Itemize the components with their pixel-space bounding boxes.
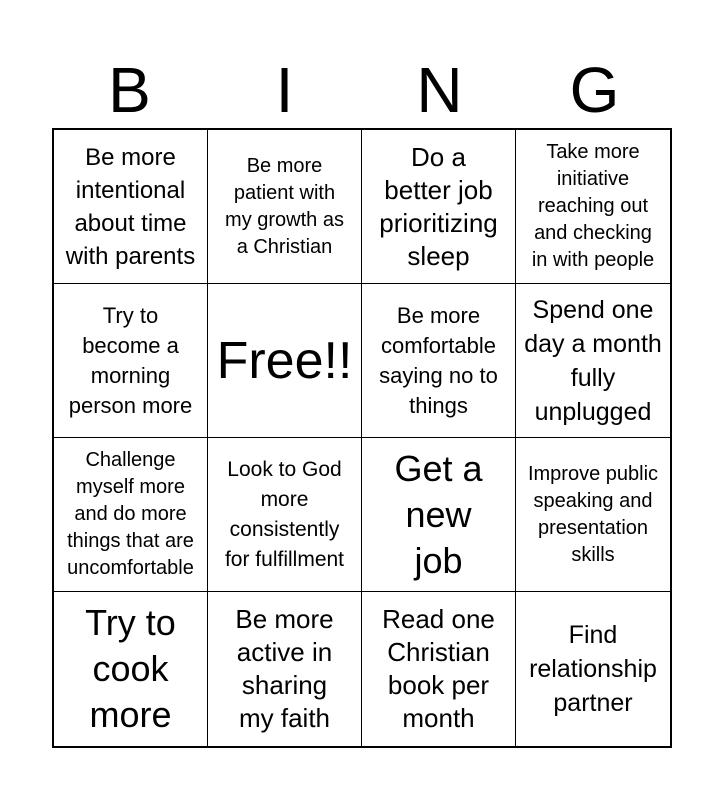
cell-label: Be more patient with my growth as a Christian xyxy=(225,154,344,258)
bingo-cell-r3c2[interactable] xyxy=(208,438,362,592)
cell-label: Be more comfortable saying no to things xyxy=(379,302,498,418)
cell-label: Try to become a morning person more xyxy=(68,302,193,418)
cell-label: Do a better job prioritizing sleep xyxy=(379,141,498,271)
cell-label: Read one Christian book per month xyxy=(382,604,495,733)
bingo-cell-r3c1[interactable] xyxy=(54,438,208,592)
cell-label: Spend one day a month fully unplugged xyxy=(524,295,662,426)
bingo-cell-r4c1[interactable] xyxy=(54,592,208,746)
bingo-cell-r3c3[interactable] xyxy=(362,438,516,592)
bingo-cell-r2c1[interactable] xyxy=(54,284,208,438)
free-space-label: Free!! xyxy=(216,331,353,390)
cell-label: Be more intentional about time with parents xyxy=(65,143,196,270)
bingo-cell-r2c4[interactable] xyxy=(516,284,670,438)
cell-label: Try to cook more xyxy=(85,602,176,735)
header-letter-i: I xyxy=(275,54,294,126)
bingo-cell-r4c4[interactable] xyxy=(516,592,670,746)
bingo-cell-r4c2[interactable] xyxy=(208,592,362,746)
bingo-cell-r1c2[interactable] xyxy=(208,130,362,284)
cell-label: Challenge myself more and do more things that are uncomfortable xyxy=(67,449,194,579)
bingo-cell-r1c3[interactable] xyxy=(362,130,516,284)
bingo-cell-r4c3[interactable] xyxy=(362,592,516,746)
bingo-cell-r1c4[interactable] xyxy=(516,130,670,284)
header-letter-b: B xyxy=(108,54,151,126)
header-letter-n: N xyxy=(416,54,463,126)
cell-label: Be more active in sharing my faith xyxy=(235,604,334,733)
cell-label: Find relationship partner xyxy=(529,621,657,717)
cell-label: Get a new job xyxy=(394,447,483,581)
bingo-board xyxy=(52,128,672,748)
cell-label: Take more initiative reaching out and checking in with people xyxy=(531,141,655,271)
bingo-cell-r2c3[interactable] xyxy=(362,284,516,438)
cell-label: Improve public speaking and presentation skills xyxy=(527,462,659,566)
bingo-cell-r3c4[interactable] xyxy=(516,438,670,592)
cell-label: Look to God more consistently for fulfillment xyxy=(224,457,345,571)
bingo-cell-r1c1[interactable] xyxy=(54,130,208,284)
header-letter-g: G xyxy=(569,54,620,126)
bingo-header xyxy=(52,52,672,128)
bingo-cell-free[interactable] xyxy=(208,284,362,438)
